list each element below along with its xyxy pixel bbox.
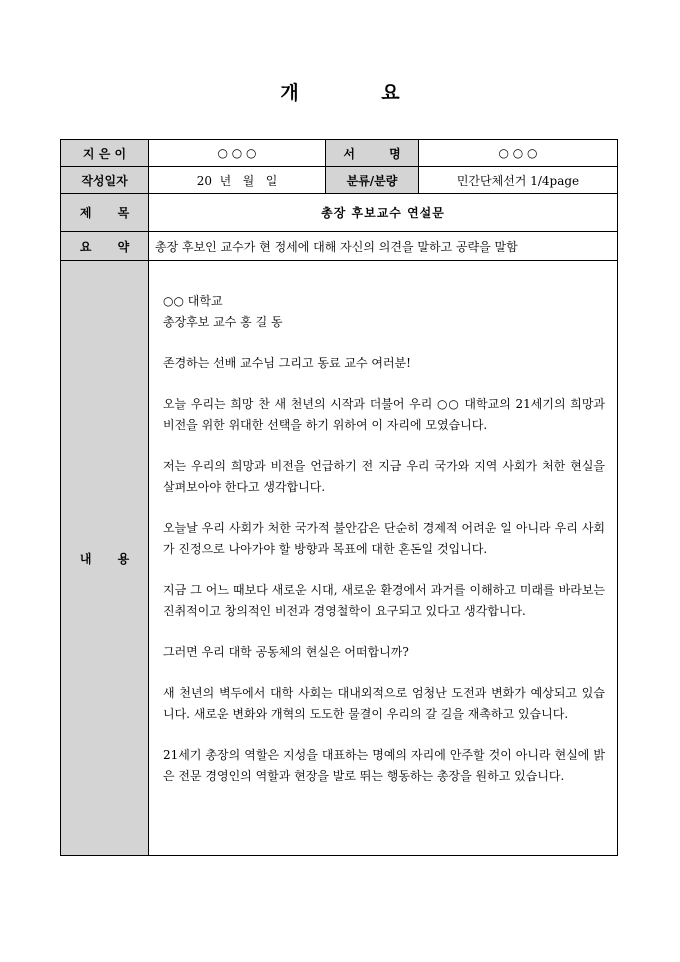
date-value: 20 년 월 일 [149, 167, 326, 194]
speech-paragraph: 오늘 우리는 희망 찬 새 천년의 시작과 더불어 우리 ○○ 대학교의 21세기의 희망과 비전을 위한 위대한 선택을 하기 위하여 이 자리에 모였습니다. [163, 397, 605, 432]
summary-label: 요 약 [61, 232, 149, 261]
signature-value: ○ ○ ○ [419, 140, 618, 167]
subject-value: 총장 후보교수 연설문 [149, 194, 618, 232]
row-summary [61, 232, 618, 261]
speech-paragraph: 지금 그 어느 때보다 새로운 시대, 새로운 환경에서 과거를 이해하고 미래를 바라보는 진취적이고 창의적인 비전과 경영철학이 요구되고 있다고 생각합니다. [163, 583, 605, 618]
subject-label: 제 목 [61, 194, 149, 232]
university-line: ○○ 대학교 [163, 294, 223, 308]
speaker-header [163, 291, 605, 333]
candidate-line: 총장후보 교수 홍 길 동 [163, 315, 283, 329]
signature-label: 서 명 [326, 140, 419, 167]
date-label: 작성일자 [61, 167, 149, 194]
speech-paragraph: 저는 우리의 희망과 비전을 언급하기 전 지금 우리 국가와 지역 사회가 처한 현실을 살펴보아야 한다고 생각합니다. [163, 459, 605, 494]
document-title: 개 요 [280, 82, 438, 104]
overview-form-table [60, 139, 618, 856]
content-label: 내 용 [61, 261, 149, 856]
summary-value: 총장 후보인 교수가 현 정세에 대해 자신의 의견을 말하고 공략을 말함 [149, 232, 618, 261]
row-author [61, 140, 618, 167]
speech-paragraph: 새 천년의 벽두에서 대학 사회는 대내외적으로 엄청난 도전과 변화가 예상되고 있습니다. 새로운 변화와 개혁의 도도한 물결이 우리의 갈 길을 재촉하고 있습니다. [163, 686, 605, 721]
speech-paragraph: 21세기 총장의 역할은 지성을 대표하는 명예의 자리에 안주할 것이 아니라 현실에 밝은 전문 경영인의 역할과 현장을 발로 뛰는 행동하는 총장을 원하고 있습니다. [163, 748, 605, 783]
speech-paragraph: 존경하는 선배 교수님 그리고 동료 교수 여러분! [163, 356, 411, 370]
category-value: 민간단체선거 1/4page [419, 167, 618, 194]
row-date [61, 167, 618, 194]
row-subject [61, 194, 618, 232]
category-label: 분류/분량 [326, 167, 419, 194]
speech-paragraph: 오늘날 우리 사회가 처한 국가적 불안감은 단순히 경제적 어려운 일 아니라 우리 사회가 진정으로 나아가야 할 방향과 목표에 대한 혼돈일 것입니다. [163, 521, 605, 556]
row-content [61, 261, 618, 856]
speech-paragraph: 그러면 우리 대학 공동체의 현실은 어떠합니까? [163, 645, 409, 659]
speaker-label: 지 은 이 [61, 140, 149, 167]
content-body [149, 261, 618, 856]
speaker-value: ○ ○ ○ [149, 140, 326, 167]
